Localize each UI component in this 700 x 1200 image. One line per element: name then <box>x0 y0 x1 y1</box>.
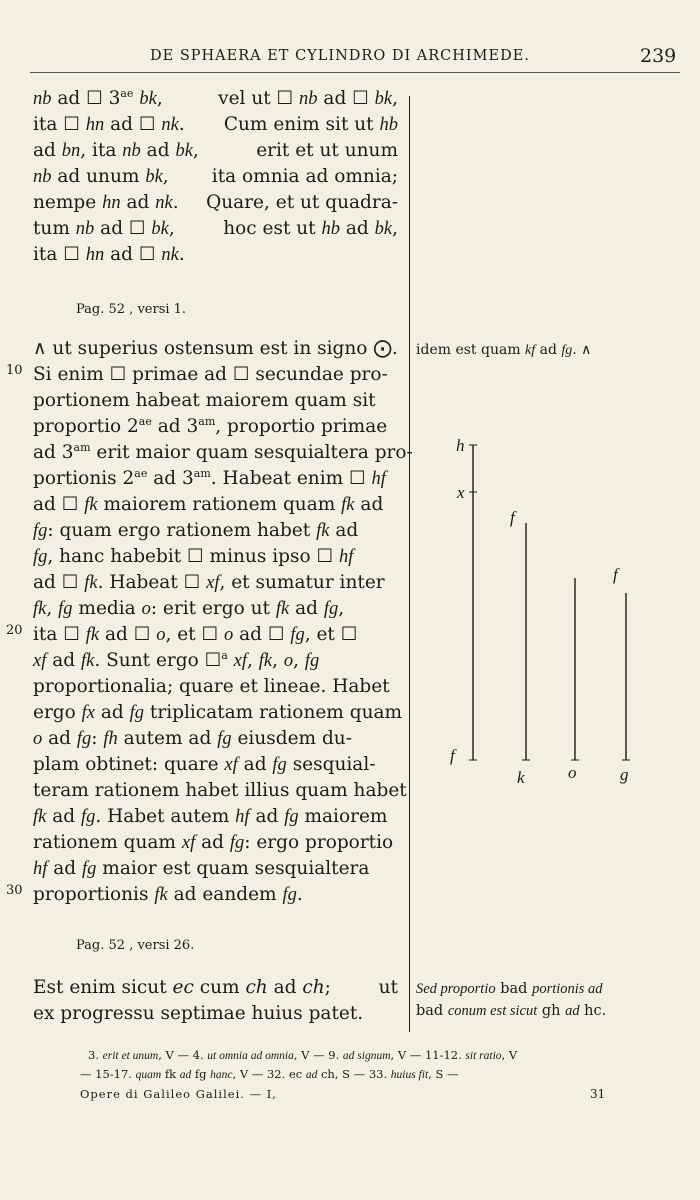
section-heading-1: Pag. 52 , versi 1. <box>76 302 187 317</box>
side-note: idem est quam kf ad fg. ∧ <box>416 342 592 358</box>
footer-right: 31 <box>590 1087 606 1101</box>
label-k: k <box>517 768 525 787</box>
label-o: o <box>568 763 577 782</box>
label-f-g: f <box>613 565 618 584</box>
line-number-10: 10 <box>6 363 23 378</box>
page-number: 239 <box>640 45 677 67</box>
section-heading-2: Pag. 52 , versi 26. <box>76 938 195 953</box>
label-x: x <box>457 483 465 502</box>
running-header: DE SPHAERA ET CYLINDRO DI ARCHIMEDE. <box>150 48 530 64</box>
footnote: 3. erit et unum, V — 4. ut omnia ad omnia, V — 9. ad signum, V — 11-12. sit ratio, V — 15-17. quam fk ad fg hanc, V — 32. ec ad ch, S — 33. huius fit, S — <box>80 1048 518 1081</box>
footer-left: Opere di Galileo Galilei. — I, <box>80 1087 277 1101</box>
column-divider <box>409 96 410 1032</box>
label-g: g <box>620 765 629 784</box>
line-number-30: 30 <box>6 883 23 898</box>
label-h: h <box>456 436 465 455</box>
line-number-20: 20 <box>6 623 23 638</box>
label-f-k: f <box>510 508 515 527</box>
paragraph-1: nb ad ☐ $3^{ae}$ bk, vel ut ☐ nb ad ☐ bk, ita ☐ hn ad ☐ nk. Cum enim sit ut hb ad bn, ita nb ad bk, erit et ut unum nb ad unum bk, ita omnia ad omnia; nempe hn ad nk. Quare, et ut quadra- tum nb ad ☐ bk, hoc est ut hb ad bk, ita ☐ hn ad ☐ nk. <box>33 86 398 265</box>
figure-lines <box>440 430 690 800</box>
header-rule <box>30 72 680 73</box>
label-f-base: f <box>450 746 455 765</box>
bottom-side-note: Sed proportio bad portionis ad bad conum est sicut gh ad hc. <box>416 981 607 1019</box>
bottom-paragraph: Est enim sicut ec cum ch ad ch; ut ex progressu septimae huius patet. <box>33 977 398 1024</box>
paragraph-2: ∧ ut superius ostensum est in signo ⨀. Si enim ☐ primae ad ☐ secundae pro- portionem habeat maiorem quam sit proportio $2^{ae}$ ad $3^{am}$, proportio primae ad $3^{am}$ erit maior quam sesquialtera pro- portionis $2^{ae}$ ad $3^{am}$. Habeat enim ☐ hf ad ☐ fk maiorem rationem quam fk ad fg: quam ergo rationem habet fk ad fg, hanc habebit ☐ minus ipso ☐ hf ad ☐ fk. Habeat ☐ xf, et sumatur inter fk, fg media o: erit ergo ut fk ad fg, ita ☐ fk ad ☐ o, et ☐ o ad ☐ fg, et ☐ xf ad fk. Sunt ergo ☐$^a$ xf, fk, o, fg proportionalia; quare et lineae. Habet ergo fx ad fg triplicatam rationem quam o ad fg: fh autem ad fg eiusdem du- plam obtinet: quare xf ad fg sesquial- teram rationem habet illius quam habet fk ad fg. Habet autem hf ad fg maiorem rationem quam xf ad fg: ergo proportio hf ad fg maior est quam sesquialtera proportionis fk ad eandem fg. <box>33 338 413 905</box>
